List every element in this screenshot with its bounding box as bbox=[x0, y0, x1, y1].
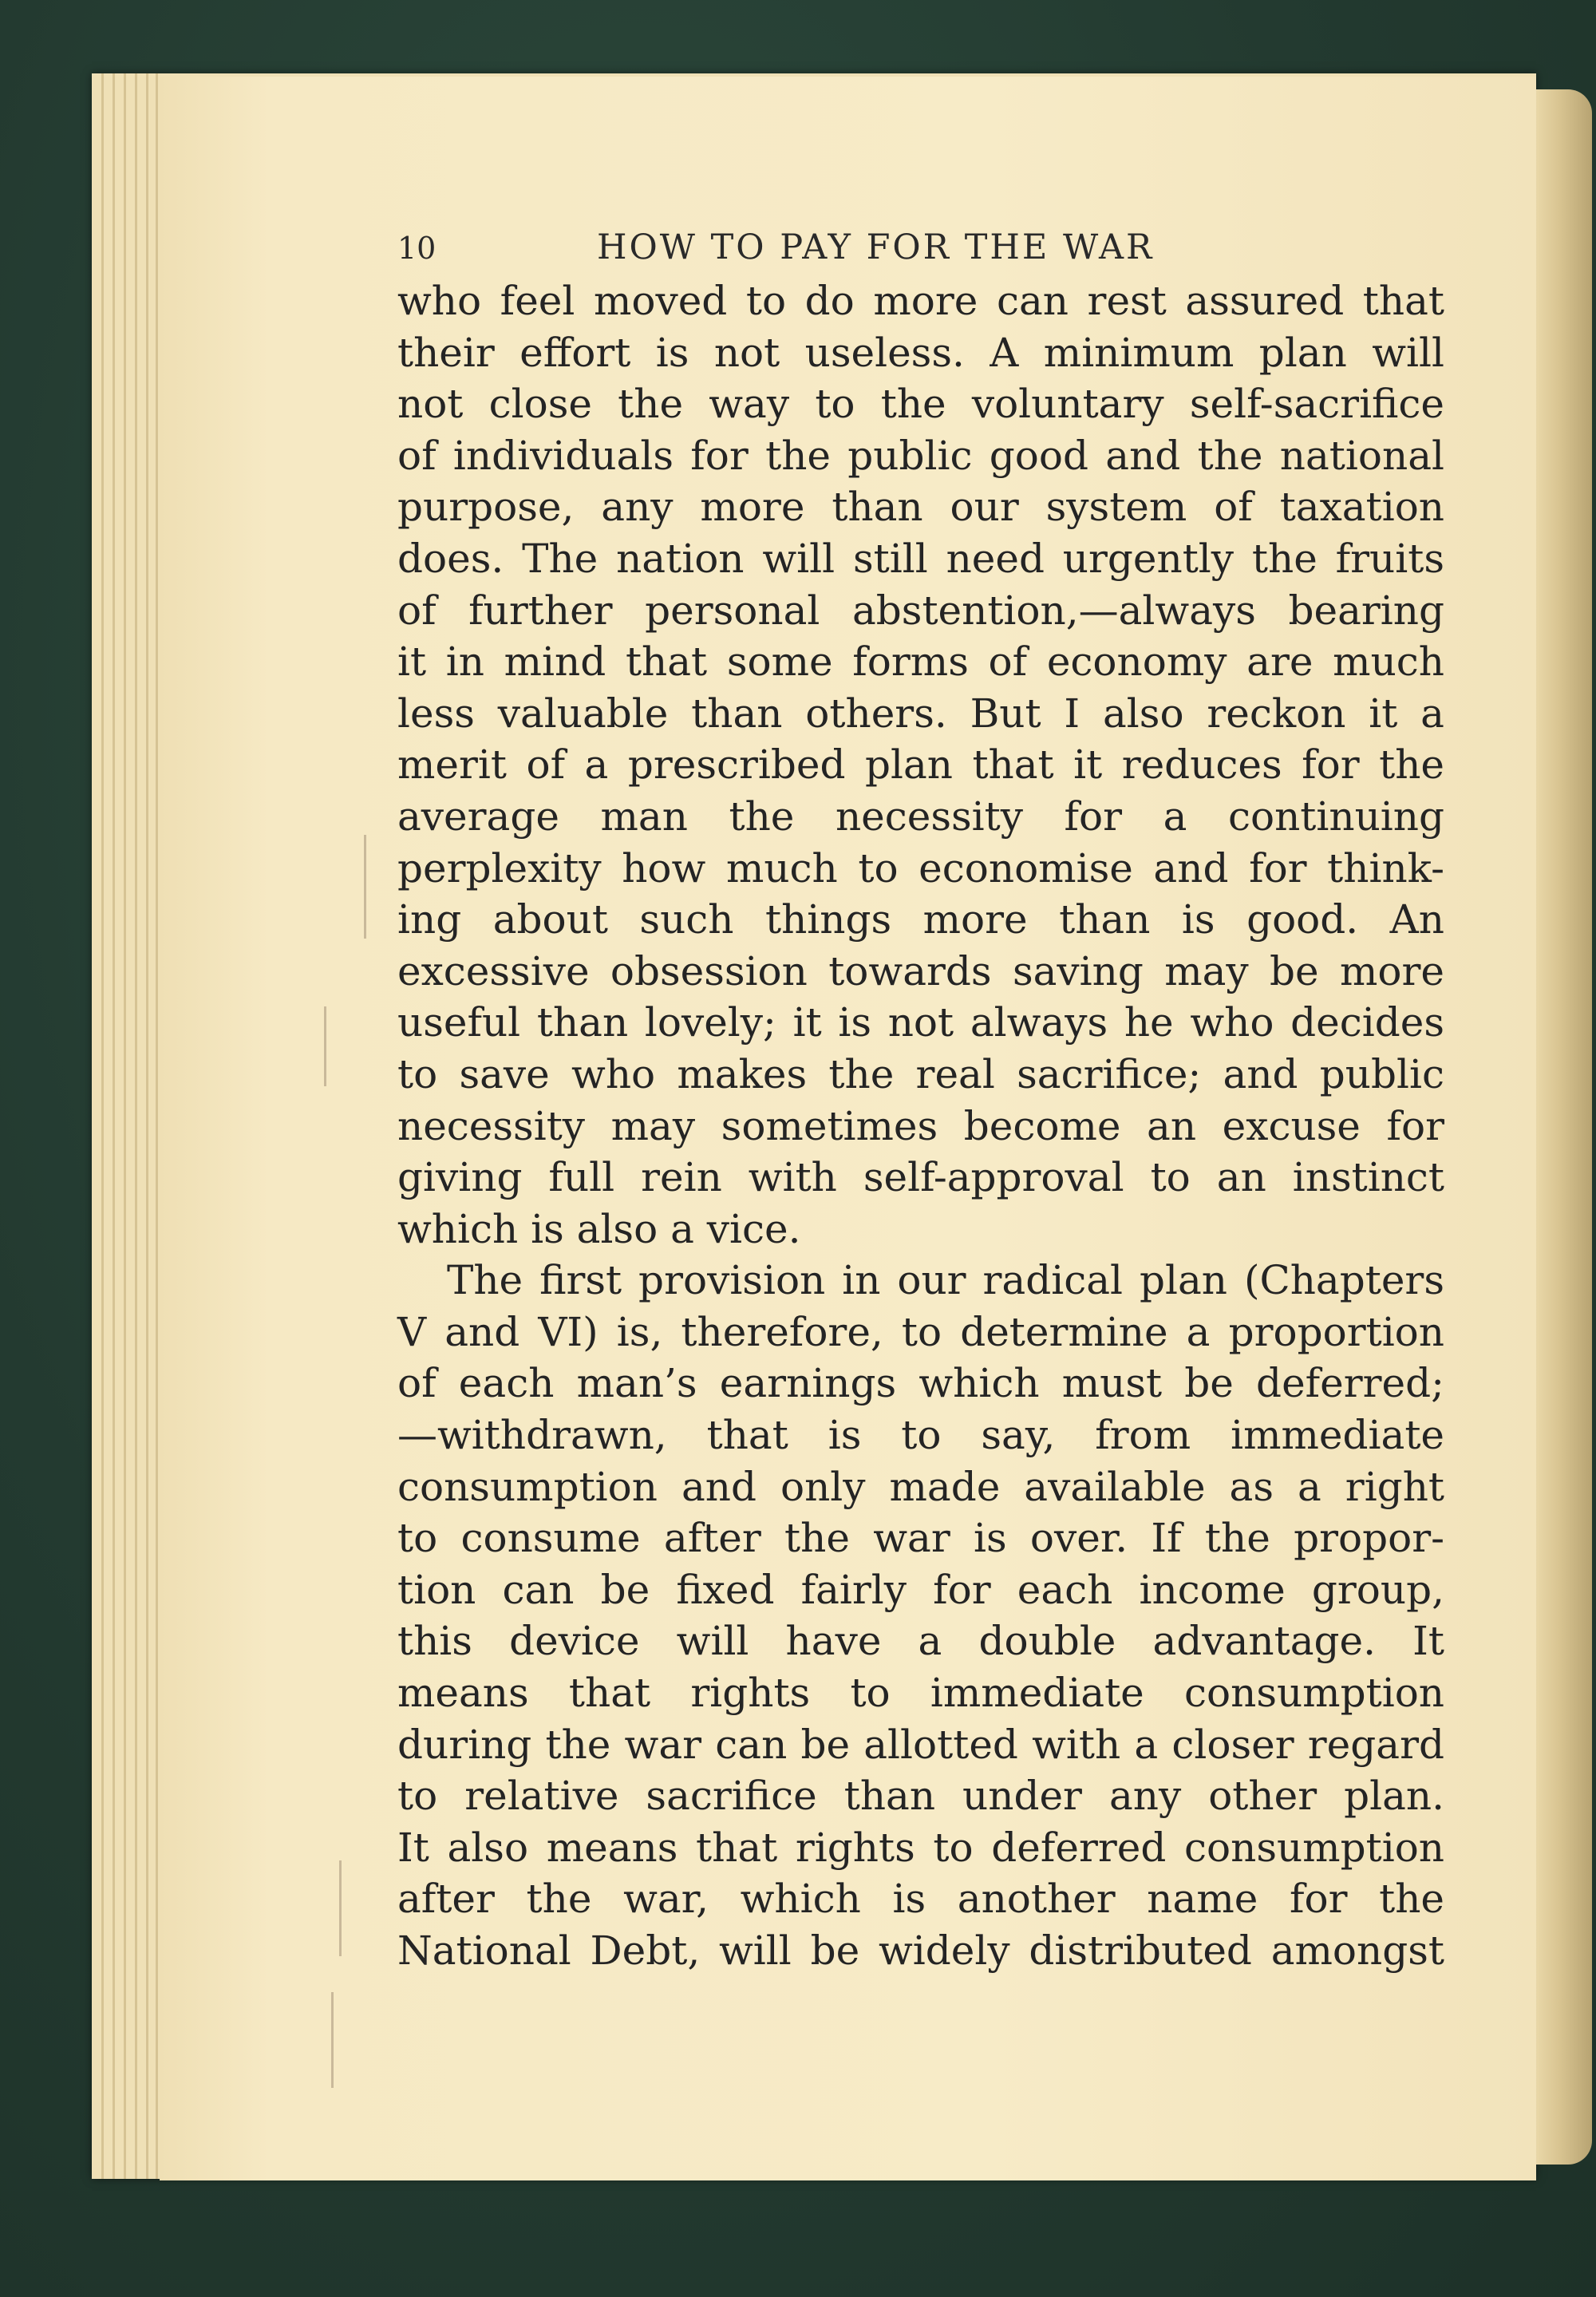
text-line: giving full rein with self-approval to an instinct bbox=[397, 1154, 1444, 1201]
pencil-margin-mark bbox=[324, 1006, 326, 1086]
text-line: of each man’s earnings which must be deferred; bbox=[397, 1360, 1444, 1407]
text-line: to relative sacrifice than under any other plan. bbox=[397, 1773, 1444, 1820]
text-line: does. The nation will still need urgently the fruits bbox=[397, 535, 1444, 582]
text-line: to consume after the war is over. If the propor- bbox=[397, 1515, 1444, 1562]
text-line: V and VI) is, therefore, to determine a proportion bbox=[397, 1308, 1444, 1355]
text-line: perplexity how much to economise and for think- bbox=[397, 844, 1444, 892]
text-line: average man the necessity for a continuing bbox=[397, 793, 1444, 840]
text-line: which is also a vice. bbox=[397, 1205, 801, 1252]
text-line: who feel moved to do more can rest assured that bbox=[397, 278, 1444, 324]
page-edge-line bbox=[156, 73, 158, 2179]
page-number: 10 bbox=[397, 231, 437, 266]
text-line: to save who makes the real sacrifice; and public bbox=[397, 1050, 1444, 1097]
text-line: National Debt, will be widely distributed amongst bbox=[397, 1927, 1444, 1974]
book-gutter-fold bbox=[1536, 89, 1592, 2165]
text-line: necessity may sometimes become an excuse for bbox=[397, 1102, 1444, 1149]
text-line: ing about such things more than is good. An bbox=[397, 896, 1444, 943]
paragraph bbox=[397, 1255, 1444, 1976]
text-line: it in mind that some forms of economy are much bbox=[397, 638, 1444, 686]
text-line: this device will have a double advantage. It bbox=[397, 1618, 1444, 1665]
text-line: not close the way to the voluntary self-sacrifice bbox=[397, 381, 1444, 428]
page-edge-line bbox=[101, 73, 104, 2179]
text-line: after the war, which is another name for the bbox=[397, 1876, 1444, 1923]
text-line: The first provision in our radical plan (Chapters bbox=[447, 1257, 1444, 1304]
text-line: useful than lovely; it is not always he who decides bbox=[397, 999, 1444, 1046]
text-line: of further personal abstention,—always bearing bbox=[397, 587, 1444, 634]
page-edge-line bbox=[124, 73, 126, 2179]
text-line: less valuable than others. But I also reckon it a bbox=[397, 690, 1444, 737]
running-title: HOW TO PAY FOR THE WAR bbox=[597, 227, 1155, 267]
page-edge-line bbox=[113, 73, 115, 2179]
text-line: means that rights to immediate consumption bbox=[397, 1670, 1444, 1717]
text-line: excessive obsession towards saving may be more bbox=[397, 947, 1444, 994]
pencil-margin-mark bbox=[339, 1860, 342, 1956]
running-head bbox=[397, 212, 1444, 275]
text-line: purpose, any more than our system of taxation bbox=[397, 484, 1444, 531]
page-edge-line bbox=[146, 73, 148, 2179]
text-line: their effort is not useless. A minimum plan will bbox=[397, 329, 1444, 376]
paragraph bbox=[397, 275, 1444, 1255]
page-content bbox=[397, 212, 1444, 1977]
page-edge-line bbox=[135, 73, 137, 2179]
text-line: during the war can be allotted with a closer regard bbox=[397, 1721, 1444, 1768]
pencil-margin-mark bbox=[364, 835, 366, 939]
text-line: merit of a prescribed plan that it reduces for the bbox=[397, 741, 1444, 789]
text-line: of individuals for the public good and the national bbox=[397, 432, 1444, 479]
text-line: —withdrawn, that is to say, from immediate bbox=[397, 1412, 1444, 1459]
pencil-margin-mark bbox=[331, 1992, 334, 2088]
text-line: tion can be fixed fairly for each income group, bbox=[397, 1566, 1444, 1613]
text-line: It also means that rights to deferred consumption bbox=[397, 1824, 1444, 1871]
text-line: consumption and only made available as a right bbox=[397, 1463, 1444, 1510]
